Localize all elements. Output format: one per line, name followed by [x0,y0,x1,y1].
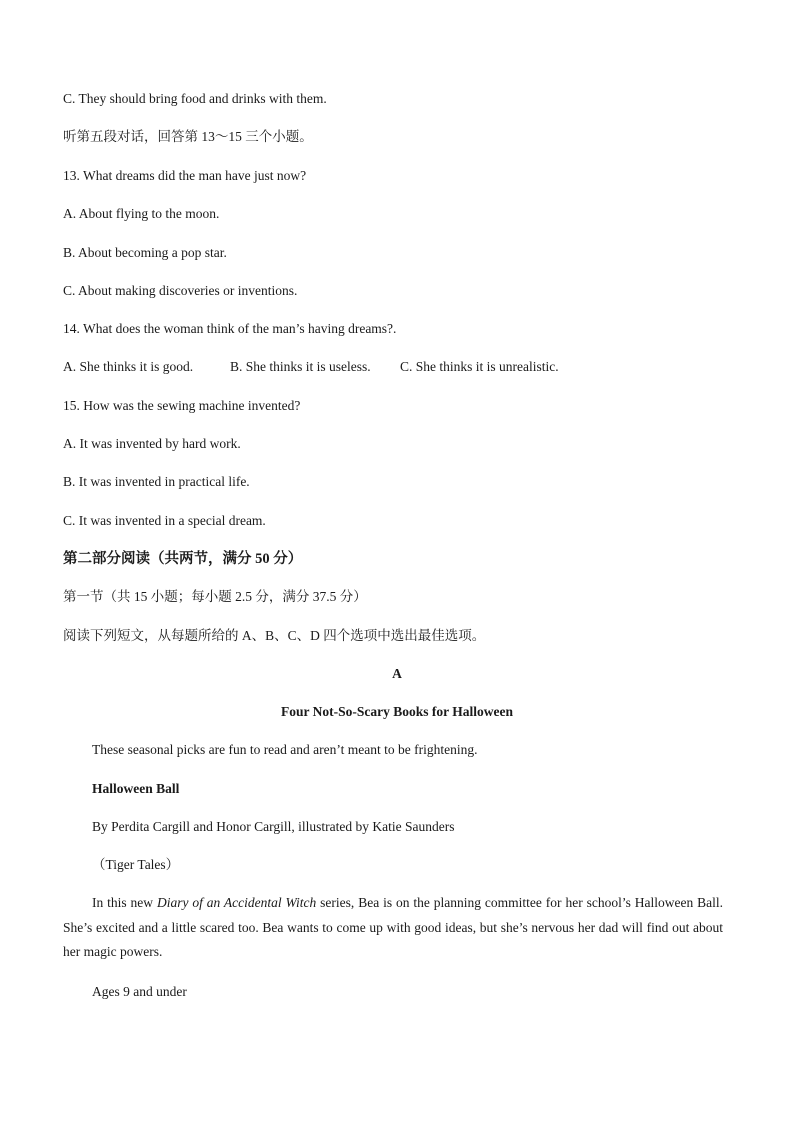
q13-option-a: A. About flying to the moon. [63,206,220,221]
q13-stem: 13. What dreams did the man have just now? [63,168,307,183]
part2-title: 第二部分阅读（共两节，满分 50 分） [63,551,303,567]
q14-option-b: B. She thinks it is useless. [230,359,371,374]
book1-publisher: （Tiger Tales） [92,857,180,872]
q14-stem: 14. What does the woman think of the man’s having dreams?. [63,321,397,336]
passage-letter: A [392,666,402,681]
section5-instruction: 听第五段对话，回答第 13～15 三个小题。 [63,129,313,144]
book1-title: Halloween Ball [92,781,180,796]
passage-title: Four Not-So-Scary Books for Halloween [281,704,513,719]
q15-option-b: B. It was invented in practical life. [63,474,250,489]
book1-desc-after: series, Bea is on the planning committee for her school’s Halloween Ball. She’s excited and a little scared too. Bea wants to come up with good ideas, but she’s nervous her dad will find out about her magic powers. [63,895,723,959]
q15-option-c: C. It was invented in a special dream. [63,513,266,528]
book1-ages: Ages 9 and under [92,984,187,999]
section1-title: 第一节（共 15 小题；每小题 2.5 分，满分 37.5 分） [63,589,367,604]
q15-stem: 15. How was the sewing machine invented? [63,398,301,413]
book1-series-name: Diary of an Accidental Witch [156,895,317,910]
book1-description [63,891,723,965]
q14-option-a: A. She thinks it is good. [63,359,194,374]
q14-option-c: C. She thinks it is unrealistic. [400,359,559,374]
q14-options [63,358,559,376]
q13-option-b: B. About becoming a pop star. [63,245,227,260]
book1-authors: By Perdita Cargill and Honor Cargill, illustrated by Katie Saunders [92,819,455,834]
reading-instruction: 阅读下列短文，从每题所给的 A、B、C、D 四个选项中选出最佳选项。 [63,628,486,643]
q15-option-a: A. It was invented by hard work. [63,436,241,451]
passage-intro: These seasonal picks are fun to read and aren’t meant to be frightening. [92,742,478,757]
q13-option-c: C. About making discoveries or inventions. [63,283,298,298]
book1-desc-before: In this new [92,895,157,910]
q12-option-c: C. They should bring food and drinks with them. [63,91,327,106]
